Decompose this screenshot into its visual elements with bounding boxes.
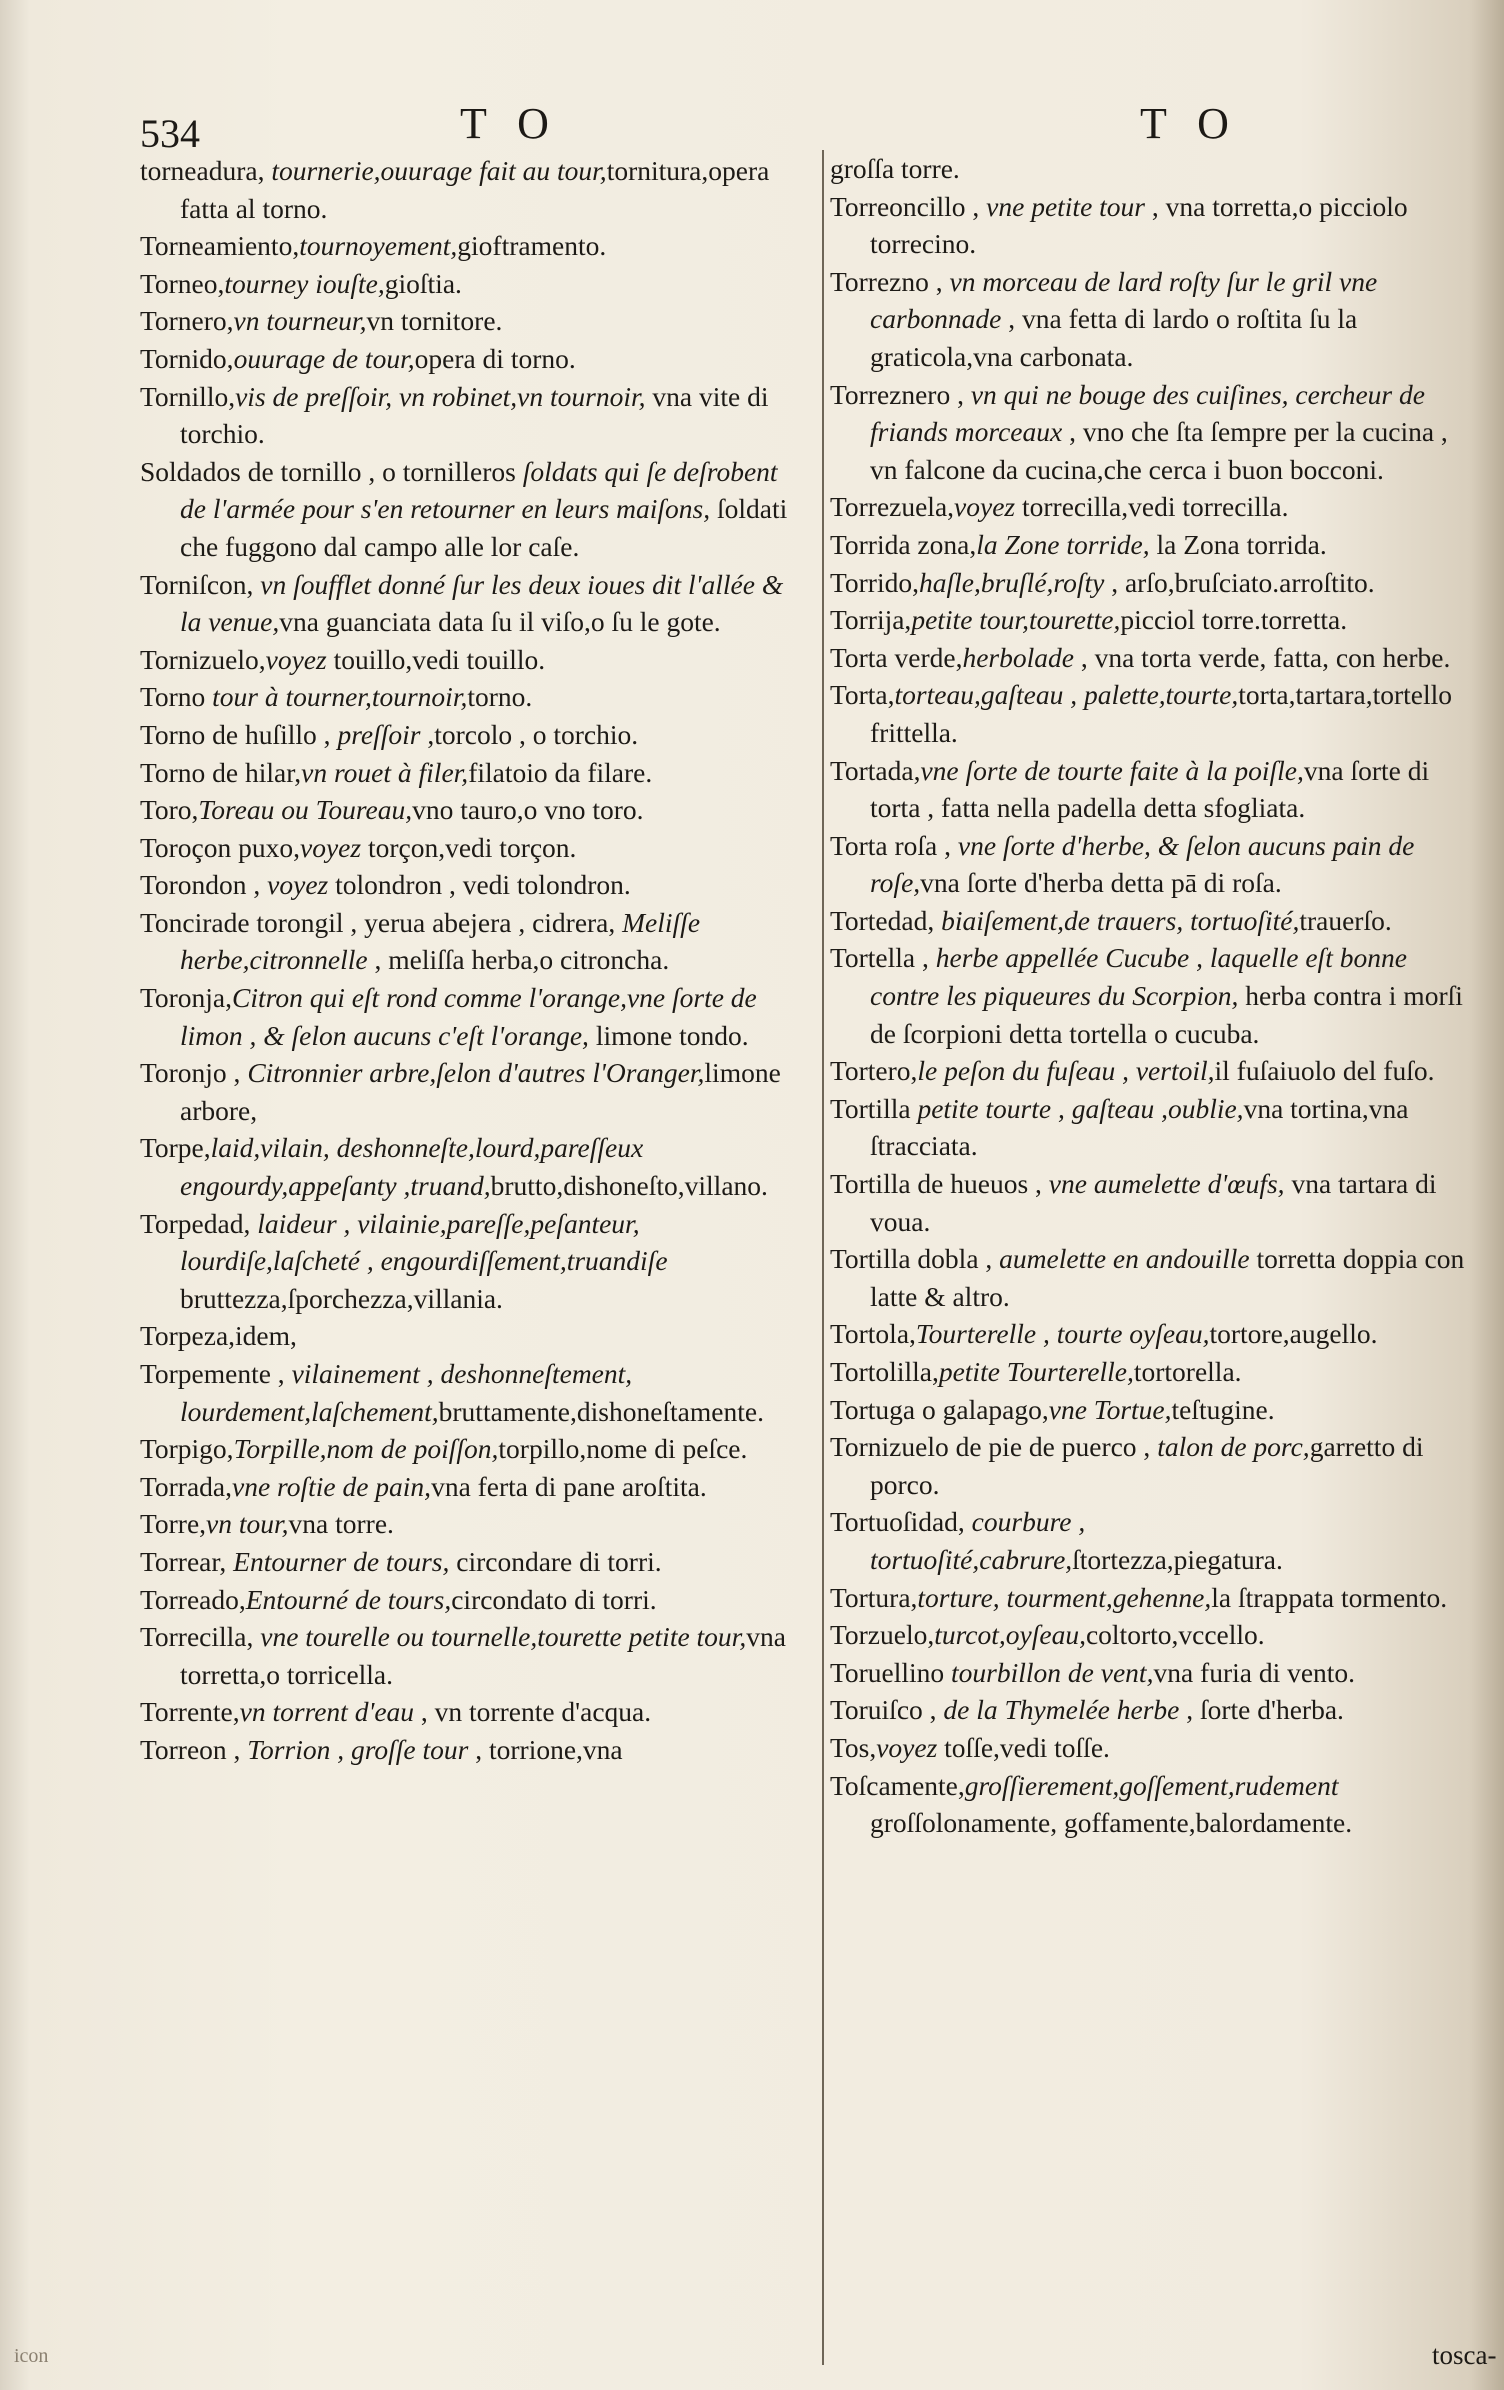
dictionary-entry: Torrecilla, vne tourelle ou tournelle,tourette petite tour,vna torretta,o torricella. — [140, 1621, 786, 1690]
dictionary-entry: Torneamiento,tournoyement,gioftramento. — [140, 230, 607, 262]
dictionary-entry: Torrente,vn torrent d'eau , vn torrente d'acqua. — [140, 1696, 652, 1728]
dictionary-entry: Toronja,Citron qui eſt rond comme l'orange,vne ſorte de limon , & ſelon aucuns c'eſt l'orange, limone tondo. — [140, 982, 757, 1051]
running-header-right: T O — [1140, 99, 1239, 148]
dictionary-entry: Torrada,vne roſtie de pain,vna ferta di pane aroſtita. — [140, 1470, 707, 1502]
dictionary-entry: Tortolilla,petite Tourterelle,tortorella. — [830, 1356, 1242, 1387]
dictionary-entry: Torreoncillo , vne petite tour , vna torretta,o picciolo torrecino. — [830, 190, 1408, 260]
dictionary-entry: Torpeza,idem, — [140, 1320, 297, 1352]
dictionary-entry: Toro,Toreau ou Toureau,vno tauro,o vno toro. — [140, 794, 644, 826]
dictionary-entry: Toruiſco , de la Thymelée herbe , ſorte d'herba. — [830, 1694, 1344, 1726]
dictionary-entry: Tortola,Tourterelle , tourte oyſeau,tortore,augello. — [830, 1318, 1378, 1350]
dictionary-entry: Tortuga o galapago,vne Tortue,teſtugine. — [830, 1393, 1275, 1425]
column-divider — [822, 150, 824, 2365]
dictionary-entry: Torreon , Torrion , groſſe tour , torrione,vna — [140, 1733, 623, 1765]
dictionary-entry: Tortero,le peſon du fuſeau , vertoil,il fuſaiuolo del fuſo. — [830, 1055, 1435, 1087]
dictionary-entry: Torondon , voyez tolondron , vedi tolondron. — [140, 869, 631, 901]
left-column — [140, 152, 810, 1769]
dictionary-entry: Tortura,torture, tourment,gehenne,la ſtrappata tormento. — [830, 1581, 1448, 1613]
dictionary-entry: Torrezno , vn morceau de lard roſty ſur le gril vne carbonnade , vna fetta di lardo o roſtita ſu la graticola,vna carbonata. — [830, 265, 1378, 372]
dictionary-entry: Toroçon puxo,voyez torçon,vedi torçon. — [140, 831, 577, 863]
dictionary-entry: Soldados de tornillo , o tornilleros ſoldats qui ſe deſrobent de l'armée pour s'en retourner en leurs maiſons, ſoldati che fuggono dal campo alle lor caſe. — [140, 455, 788, 562]
dictionary-entry: Torno de huſillo , preſſoir ,torcolo , o torchio. — [140, 718, 639, 750]
dictionary-entry: Toſcamente,groſſierement,goſſement,rudement groſſolonamente, goffamente,balordamente. — [830, 1769, 1353, 1839]
dictionary-entry: Toronjo , Citronnier arbre,ſelon d'autres l'Oranger,limone arbore, — [140, 1057, 781, 1126]
dictionary-entry: Torno tour à tourner,tournoir,torno. — [140, 681, 533, 713]
dictionary-entry: Torpigo,Torpille,nom de poiſſon,torpillo,nome di peſce. — [140, 1433, 748, 1465]
dictionary-entry: Torreznero , vn qui ne bouge des cuiſines, cercheur de friands morceaux , vno che ſta ſempre per la cucina , vn falcone da cucina,che cerca i buon bocconi. — [830, 378, 1448, 485]
dictionary-entry: Torpemente , vilainement , deshonneſtement, lourdement,laſchement,bruttamente,dishoneſtamente. — [140, 1358, 764, 1427]
dictionary-entry: groſſa torre. — [830, 153, 960, 184]
dictionary-entry: Torta,torteau,gaſteau , palette,tourte,torta,tartara,tortello frittella. — [830, 679, 1453, 748]
dictionary-entry: Torneo,tourney iouſte,gioſtia. — [140, 267, 462, 299]
dictionary-entry: Torniſcon, vn ſoufflet donné ſur les deux ioues dit l'allée & la venue,vna guanciata data ſu il viſo,o ſu le gote. — [140, 568, 784, 638]
dictionary-entry: Tornizuelo de pie de puerco , talon de porc,garretto di porco. — [830, 1431, 1424, 1500]
dictionary-entry: Tornillo,vis de preſſoir, vn robinet,vn tournoir, vna vite di torchio. — [140, 380, 769, 450]
dictionary-entry: Tortilla petite tourte , gaſteau ,oublie,vna tortina,vna ſtracciata. — [830, 1092, 1409, 1162]
dictionary-entry: Torrida zona,la Zone torride, la Zona torrida. — [830, 528, 1327, 560]
dictionary-entry: Torpe,laid,vilain, deshonneſte,lourd,pareſſeux engourdy,appeſanty ,truand,brutto,dishoneſto,villano. — [140, 1132, 768, 1202]
dictionary-entry: Tos,voyez toſſe,vedi toſſe. — [830, 1731, 1110, 1763]
margin-fragment: icon — [14, 2345, 49, 2367]
running-header-left: T O — [460, 99, 559, 148]
dictionary-entry: Toruellino tourbillon de vent,vna furia di vento. — [830, 1656, 1356, 1688]
dictionary-entry: Torrido,haſle,bruſlé,roſty , arſo,bruſciato.arroſtito. — [830, 566, 1375, 598]
dictionary-entry: Torre,vn tour,vna torre. — [140, 1508, 394, 1540]
dictionary-entry: torneadura, tournerie,ouurage fait au tour,tornitura,opera fatta al torno. — [140, 155, 770, 224]
dictionary-entry: Tortedad, biaiſement,de trauers, tortuoſité,trauerſo. — [830, 904, 1392, 936]
dictionary-entry: Tornido,ouurage de tour,opera di torno. — [140, 342, 576, 374]
dictionary-entry: Tortilla de hueuos , vne aumelette d'œufs, vna tartara di voua. — [830, 1168, 1437, 1237]
dictionary-entry: Torpedad, laideur , vilainie,pareſſe,peſanteur, lourdiſe,laſcheté , engourdiſſement,truandiſe bruttezza,ſporchezza,villania. — [140, 1207, 668, 1314]
dictionary-entry: Torrija,petite tour,tourette,picciol torre.torretta. — [830, 604, 1348, 636]
page-number: 534 — [140, 111, 200, 156]
dictionary-entry: Tornizuelo,voyez touillo,vedi touillo. — [140, 643, 546, 675]
dictionary-entry: Torta verde,herbolade , vna torta verde, fatta, con herbe. — [830, 641, 1451, 673]
dictionary-entry: Tornero,vn tourneur,vn tornitore. — [140, 305, 503, 337]
dictionary-entry: Torreado,Entourné de tours,circondato di torri. — [140, 1583, 657, 1615]
catchword: tosca- — [1432, 2340, 1497, 2370]
dictionary-entry: Tortella , herbe appellée Cucube , laquelle eſt bonne contre les piqueures du Scorpion, herba contra i morſi de ſcorpioni detta tortella o cucuba. — [830, 942, 1463, 1049]
dictionary-entry: Torrezuela,voyez torrecilla,vedi torrecilla. — [830, 491, 1289, 523]
dictionary-entry: Tortilla dobla , aumelette en andouille torretta doppia con latte & altro. — [830, 1243, 1465, 1312]
dictionary-entry: Torno de hilar,vn rouet à filer,filatoio da filare. — [140, 756, 653, 788]
dictionary-entry: Torta roſa , vne ſorte d'herbe, & ſelon aucuns pain de roſe,vna ſorte d'herba detta pā di roſa. — [830, 829, 1415, 899]
dictionary-entry: Tortuoſidad, courbure , tortuoſité,cabrure,ſtortezza,piegatura. — [830, 1506, 1283, 1575]
dictionary-entry: Tortada,vne ſorte de tourte faite à la poiſle,vna ſorte di torta , fatta nella padella detta sfogliata. — [830, 754, 1430, 824]
right-column — [830, 150, 1480, 1842]
dictionary-entry: Torrear, Entourner de tours, circondare di torri. — [140, 1545, 662, 1577]
dictionary-entry: Toncirade torongil , yerua abejera , cidrera, Meliſſe herbe,citronnelle , meliſſa herba,o citroncha. — [140, 906, 701, 976]
dictionary-entry: Torzuelo,turcot,oyſeau,coltorto,vccello. — [830, 1619, 1265, 1651]
